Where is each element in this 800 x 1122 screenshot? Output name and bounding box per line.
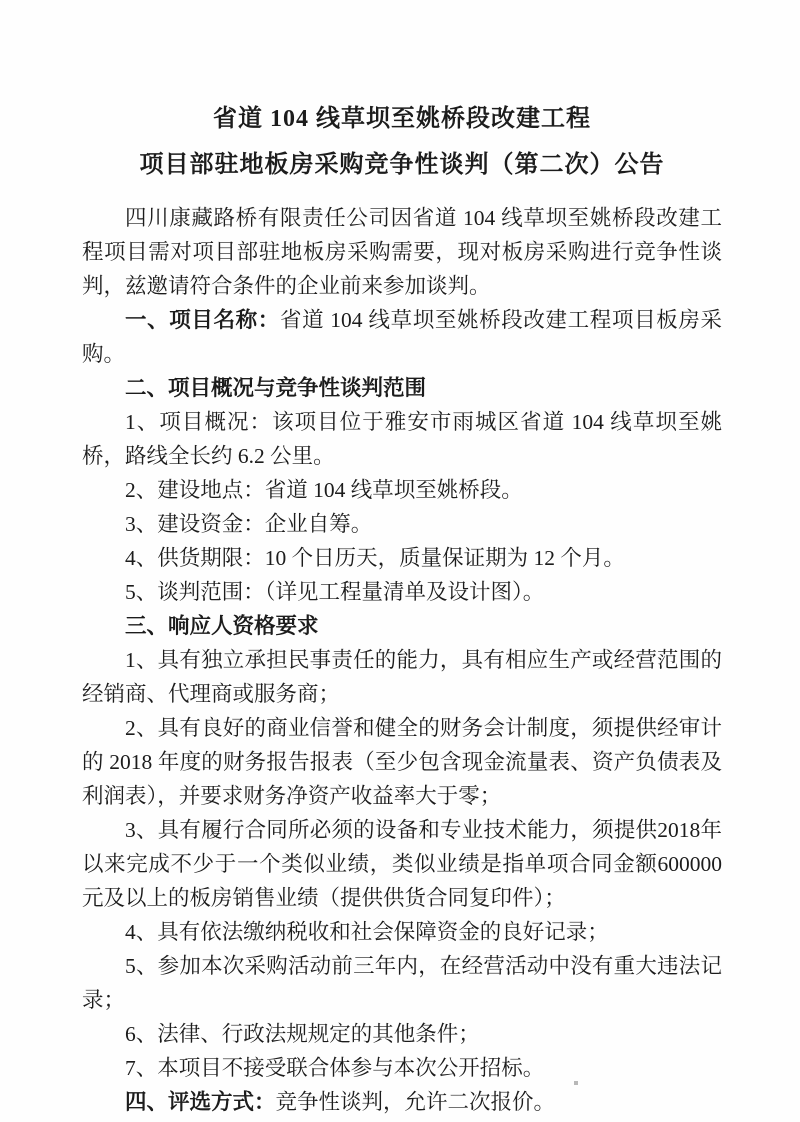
section-1-text: 省道 104 线草坝至姚桥段改建工程项目板房采购。 xyxy=(82,308,722,366)
section-2-item-5: 5、谈判范围：（详见工程量清单及设计图）。 xyxy=(125,580,545,604)
section-3-item-1: 1、具有独立承担民事责任的能力，具有相应生产或经营范围的经销商、代理商或服务商； xyxy=(82,648,722,706)
section-1-label: 一、项目名称： xyxy=(125,308,280,332)
section-3-item-5: 5、参加本次采购活动前三年内，在经营活动中没有重大违法记录； xyxy=(82,954,722,1012)
section-4-label: 四、评选方式： xyxy=(125,1090,276,1114)
section-3-item-3: 3、具有履行合同所必须的设备和专业技术能力，须提供2018年以来完成不少于一个类似业绩，类似业绩是指单项合同金额600000元及以上的板房销售业绩（提供供货合同复印件）； xyxy=(82,818,722,910)
doc-title-line2: 项目部驻地板房采购竞争性谈判（第二次）公告 xyxy=(139,152,665,178)
section-3-item-7: 7、本项目不接受联合体参与本次公开招标。 xyxy=(125,1056,545,1080)
section-4-evaluation-method xyxy=(82,1085,722,1119)
section-2-item-3: 3、建设资金：企业自筹。 xyxy=(125,512,373,536)
section-3-item-2: 2、具有良好的商业信誉和健全的财务会计制度，须提供经审计的 2018 年度的财务报告报表（至少包含现金流量表、资产负债表及利润表），并要求财务净资产收益率大于零； xyxy=(82,716,722,808)
section-3-heading: 三、响应人资格要求 xyxy=(125,614,319,638)
section-4-text: 竞争性谈判，允许二次报价。 xyxy=(275,1090,556,1114)
section-1-project-name xyxy=(82,303,722,371)
section-2-item-1: 1、项目概况：该项目位于雅安市雨城区省道 104 线草坝至姚桥，路线全长约 6.2 公里。 xyxy=(82,410,722,468)
document-body xyxy=(82,201,722,1119)
scan-artifact xyxy=(574,1081,578,1085)
section-2-heading: 二、项目概况与竞争性谈判范围 xyxy=(125,376,427,400)
intro-paragraph: 四川康藏路桥有限责任公司因省道 104 线草坝至姚桥段改建工程项目需对项目部驻地板房采购需要，现对板房采购进行竞争性谈判，兹邀请符合条件的企业前来参加谈判。 xyxy=(82,206,722,298)
section-3-item-4: 4、具有依法缴纳税收和社会保障资金的良好记录； xyxy=(125,920,609,944)
section-3-item-6: 6、法律、行政法规规定的其他条件； xyxy=(125,1022,480,1046)
section-2-item-4: 4、供货期限：10 个日历天，质量保证期为 12 个月。 xyxy=(125,546,625,570)
doc-title-line1: 省道 104 线草坝至姚桥段改建工程 xyxy=(213,106,591,132)
section-2-item-2: 2、建设地点：省道 104 线草坝至姚桥段。 xyxy=(125,478,523,502)
